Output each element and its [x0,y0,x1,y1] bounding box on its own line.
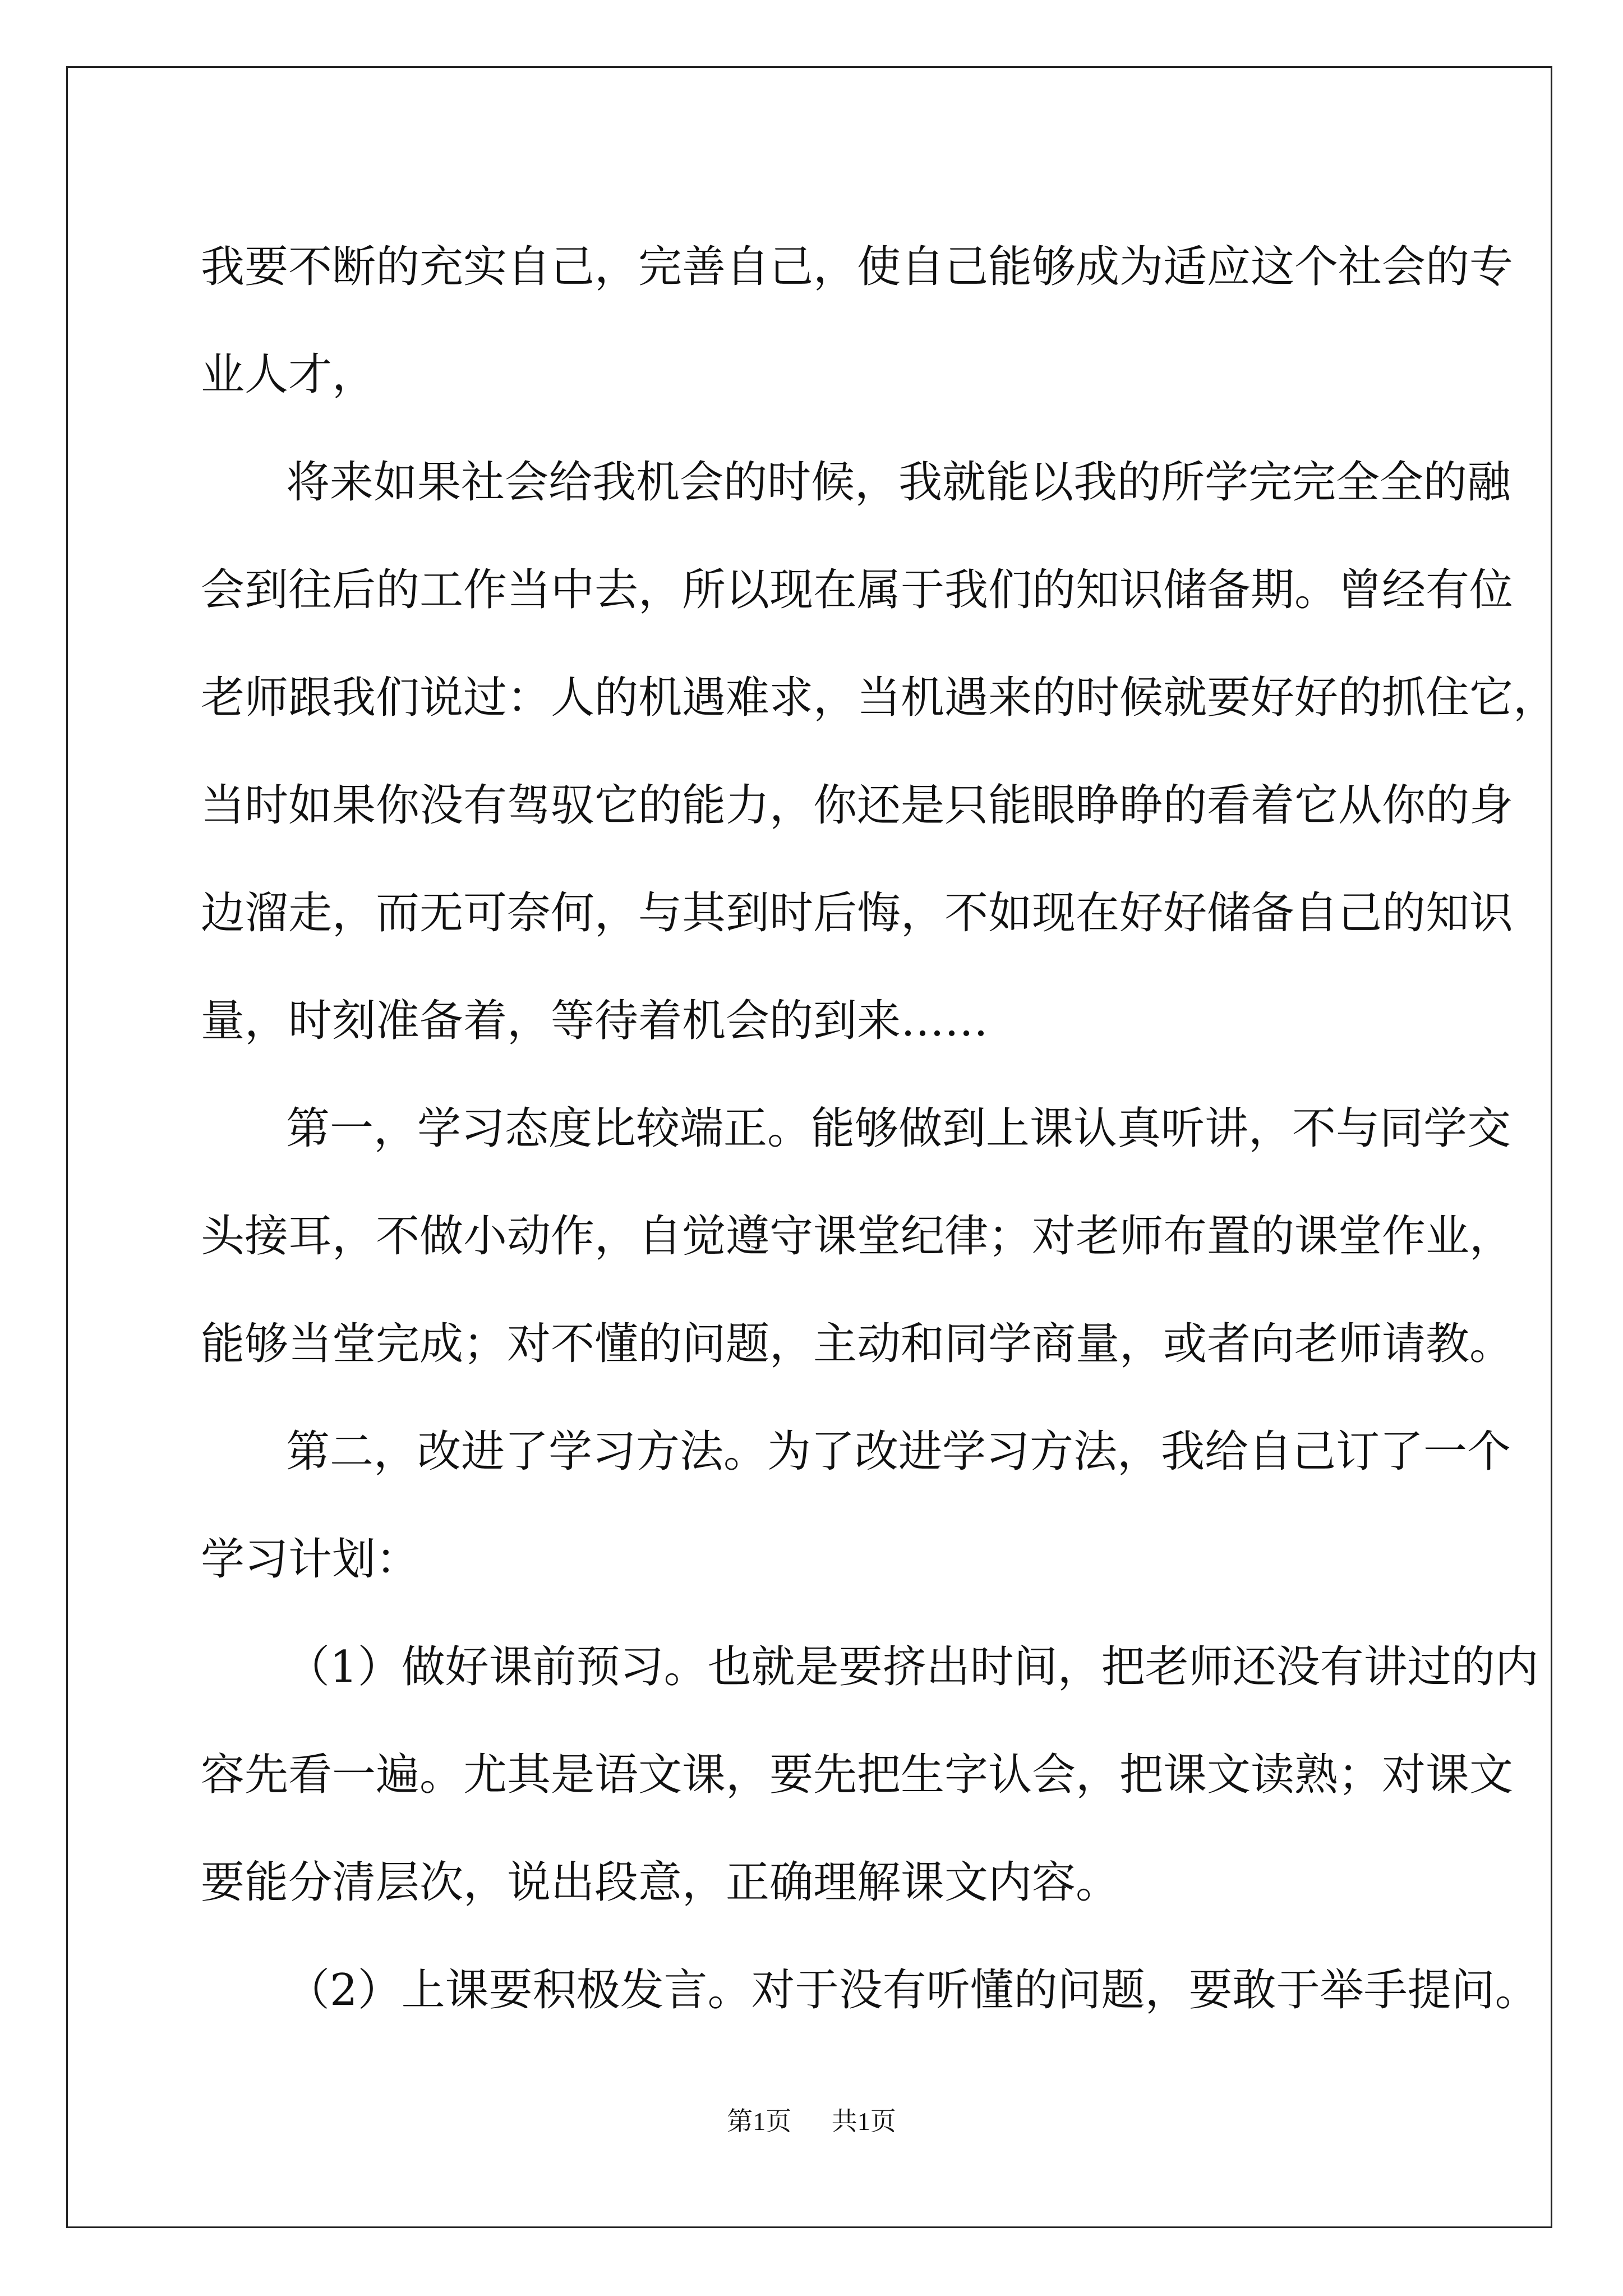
text-line: 我要不断的充实自己，完善自己，使自己能够成为适应这个社会的专 [201,242,1514,292]
page-number-current: 第1页 [727,2107,792,2136]
text-line: 业人才， [201,349,376,400]
text-line: 能够当堂完成；对不懂的问题，主动和同学商量，或者向老师请教。 [201,1319,1514,1369]
text-line: 会到往后的工作当中去，所以现在属于我们的知识储备期。曾经有位 [201,565,1514,615]
page-number-total: 共1页 [831,2107,896,2136]
text-line: 将来如果社会给我机会的时候，我就能以我的所学完完全全的融 [286,457,1511,508]
paragraph [201,429,1557,1075]
text-line: 要能分清层次，说出段意，正确理解课文内容。 [201,1857,1120,1908]
text-line: 第一，学习态度比较端正。能够做到上课认真听讲，不与同学交 [286,1103,1511,1154]
text-line: 容先看一遍。尤其是语文课，要先把生字认会，把课文读熟；对课文 [201,1750,1514,1800]
paragraph [201,1936,1539,2044]
text-line: 第二，改进了学习方法。为了改进学习方法，我给自己订了一个 [286,1427,1511,1477]
page-footer [0,2101,1623,2138]
text-line: 头接耳，不做小动作，自觉遵守课堂纪律；对老师布置的课堂作业， [201,1211,1514,1262]
text-line: 学习计划： [201,1534,420,1585]
text-line: 边溜走，而无可奈何，与其到时后悔，不如现在好好储备自己的知识 [201,888,1514,938]
paragraph [201,1613,1539,1936]
paragraph [201,1398,1511,1613]
text-line: 当时如果你没有驾驭它的能力，你还是只能眼睁睁的看着它从你的身 [201,780,1514,831]
document-body [201,213,1557,2044]
text-line: （1）做好课前预习。也就是要挤出时间，把老师还没有讲过的内 [286,1642,1539,1692]
paragraph [201,1075,1514,1398]
text-line: 量，时刻准备着，等待着机会的到来…… [201,996,989,1046]
text-line: 老师跟我们说过：人的机遇难求，当机遇来的时候就要好好的抓住它， [201,673,1557,723]
paragraph [201,213,1514,429]
text-line: （2）上课要积极发言。对于没有听懂的问题，要敢于举手提问。 [286,1965,1539,2016]
